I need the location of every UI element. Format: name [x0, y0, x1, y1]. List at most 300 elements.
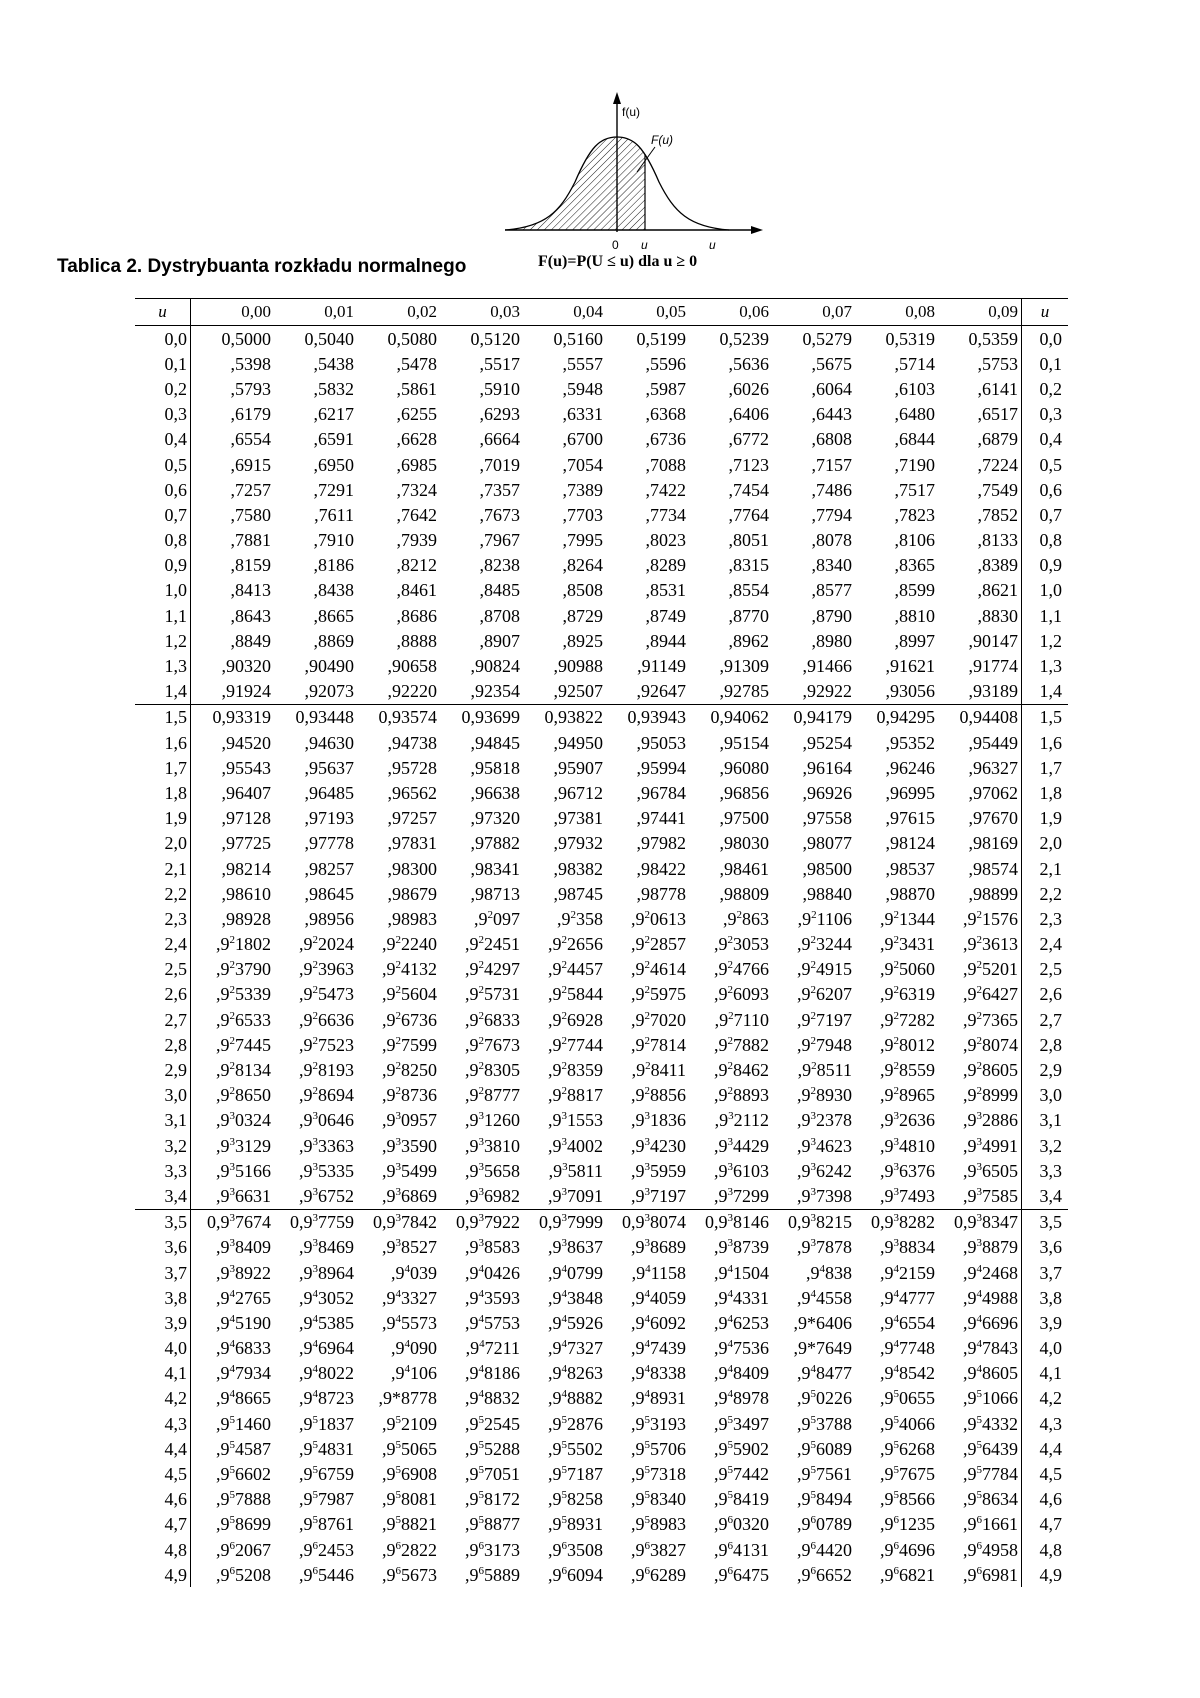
- table-cell: ,96638: [470, 782, 520, 803]
- row-u-right: 3,2: [1022, 1133, 1069, 1158]
- table-cell: ,6443: [811, 404, 852, 425]
- table-row: [135, 831, 1068, 856]
- table-cell: ,95818: [470, 757, 520, 778]
- row-u-right: 4,2: [1022, 1386, 1069, 1411]
- row-u-right: 2,5: [1022, 957, 1069, 982]
- table-cell: $,9^38922$: [216, 1262, 271, 1283]
- table-cell: $,9^46092$: [631, 1312, 686, 1333]
- table-cell: ,8461: [396, 580, 437, 601]
- table-cell: $,9^28250$: [382, 1060, 437, 1081]
- table-cell: $,9^28999$: [963, 1085, 1018, 1106]
- table-cell: $0,9^38347$: [938, 1209, 1022, 1235]
- table-cell: $,9^36376$: [880, 1160, 935, 1181]
- table-cell: $0,9^38146$: [689, 1209, 772, 1235]
- table-row: [135, 376, 1068, 401]
- table-cell: $,9^34230$: [631, 1135, 686, 1156]
- row-u-left: 0,4: [135, 427, 191, 452]
- table-cell: $,9^24614$: [631, 959, 686, 980]
- table-cell: ,6985: [396, 454, 437, 475]
- table-cell: ,8554: [728, 580, 769, 601]
- table-cell: $,9^43848$: [548, 1287, 603, 1308]
- row-u-left: 1,4: [135, 679, 191, 705]
- row-u-left: 2,6: [135, 982, 191, 1007]
- table-cell: ,92647: [636, 681, 686, 702]
- row-u-right: 4,7: [1022, 1512, 1069, 1537]
- table-row: [135, 1310, 1068, 1335]
- table-cell: ,98745: [553, 883, 603, 904]
- row-u-left: 1,3: [135, 653, 191, 678]
- table-cell: $,9^58419$: [714, 1489, 769, 1510]
- table-cell: $,9^23963$: [299, 959, 354, 980]
- table-row: [135, 1158, 1068, 1183]
- table-cell: $,9^64958$: [963, 1539, 1018, 1560]
- table-cell: ,98214: [221, 858, 271, 879]
- table-cell: ,8810: [894, 605, 935, 626]
- table-cell: ,6736: [645, 429, 686, 450]
- table-cell: ,8770: [728, 605, 769, 626]
- table-cell: ,6103: [894, 378, 935, 399]
- table-cell: $,9^42468$: [963, 1262, 1018, 1283]
- table-cell: $,9^66652$: [797, 1564, 852, 1585]
- table-cell: $,9^48542$: [880, 1363, 935, 1384]
- table-cell: ,5478: [396, 353, 437, 374]
- table-row: [135, 1361, 1068, 1386]
- table-cell: $,9^66821$: [880, 1564, 935, 1585]
- table-cell: ,94738: [387, 732, 437, 753]
- table-row: [135, 477, 1068, 502]
- table-cell: $,9^26207$: [797, 984, 852, 1005]
- row-u-right: 4,3: [1022, 1411, 1069, 1436]
- table-cell: $,9^27744$: [548, 1034, 603, 1055]
- row-u-right: 4,6: [1022, 1487, 1069, 1512]
- table-cell: ,8389: [977, 555, 1018, 576]
- table-cell: $,9^52545$: [465, 1413, 520, 1434]
- table-cell: ,98983: [387, 908, 437, 929]
- table-cell: $,9^35166$: [216, 1160, 271, 1181]
- table-cell: $,9^32636$: [880, 1110, 935, 1131]
- table-cell: ,5675: [811, 353, 852, 374]
- table-cell: ,7764: [728, 504, 769, 525]
- table-cell: $,9^55065$: [382, 1438, 437, 1459]
- table-cell: $,9^53788$: [797, 1413, 852, 1434]
- table-cell: ,6628: [396, 429, 437, 450]
- table-cell: ,5557: [562, 353, 603, 374]
- table-cell: $,9^27282$: [880, 1009, 935, 1030]
- table-cell: ,98341: [470, 858, 520, 879]
- table-cell: $,9^25604$: [382, 984, 437, 1005]
- row-u-left: 1,1: [135, 603, 191, 628]
- table-cell: $,9^52876$: [548, 1413, 603, 1434]
- table-cell: $,9^48665$: [216, 1388, 271, 1409]
- table-cell: $,9^63508$: [548, 1539, 603, 1560]
- row-u-left: 4,2: [135, 1386, 191, 1411]
- row-u-left: 3,3: [135, 1158, 191, 1183]
- table-cell: $,9^36982$: [465, 1185, 520, 1206]
- table-row: [135, 1285, 1068, 1310]
- table-cell: ,8289: [645, 555, 686, 576]
- table-cell: $,9^40426$: [465, 1262, 520, 1283]
- table-cell: ,8997: [894, 630, 935, 651]
- row-u-left: 4,5: [135, 1461, 191, 1486]
- table-cell: ,9*8778: [378, 1388, 437, 1409]
- table-cell: $,9^56439$: [963, 1438, 1018, 1459]
- table-cell: 0,5120: [470, 328, 520, 349]
- table-cell: $,9^55902$: [714, 1438, 769, 1459]
- table-cell: ,90320: [221, 656, 271, 677]
- table-cell: ,7357: [479, 479, 520, 500]
- table-cell: $,9^46964$: [299, 1338, 354, 1359]
- table-cell: ,8238: [479, 555, 520, 576]
- table-cell: ,6026: [728, 378, 769, 399]
- table-cell: ,5398: [230, 353, 271, 374]
- table-cell: $,9^62067$: [216, 1539, 271, 1560]
- table-cell: $,9^48605$: [963, 1363, 1018, 1384]
- table-cell: $,9^27599$: [382, 1034, 437, 1055]
- table-row: [135, 1209, 1068, 1235]
- table-cell: ,93189: [968, 681, 1018, 702]
- table-cell: $,9^28411$: [631, 1060, 686, 1081]
- table-row: [135, 1461, 1068, 1486]
- table-cell: ,6591: [313, 429, 354, 450]
- table-cell: ,92354: [470, 681, 520, 702]
- table-cell: $,9^37585$: [963, 1185, 1018, 1206]
- table-cell: $,9^28694$: [299, 1085, 354, 1106]
- table-cell: $,9^43327$: [382, 1287, 437, 1308]
- row-u-right: 0,2: [1022, 376, 1069, 401]
- table-cell: $,9^26636$: [299, 1009, 354, 1030]
- table-cell: ,7881: [230, 530, 271, 551]
- table-cell: $0,9^38282$: [855, 1209, 938, 1235]
- table-cell: ,98422: [636, 858, 686, 879]
- table-cell: $,9^35335$: [299, 1160, 354, 1181]
- table-cell: $,9^36505$: [963, 1160, 1018, 1181]
- table-cell: ,8264: [562, 555, 603, 576]
- table-cell: $,9^28965$: [880, 1085, 935, 1106]
- table-cell: ,98500: [802, 858, 852, 879]
- table-cell: ,97193: [304, 808, 354, 829]
- table-cell: ,7389: [562, 479, 603, 500]
- row-u-left: 1,2: [135, 628, 191, 653]
- row-u-left: 2,8: [135, 1032, 191, 1057]
- table-cell: $,9^4838$: [806, 1262, 852, 1283]
- table-cell: 0,94408: [938, 704, 1022, 730]
- row-u-right: 2,2: [1022, 881, 1069, 906]
- row-u-right: 0,3: [1022, 402, 1069, 427]
- column-header: 0,01: [274, 299, 357, 326]
- table-cell: $0,9^38074$: [606, 1209, 689, 1235]
- table-cell: ,5910: [479, 378, 520, 399]
- table-cell: ,6950: [313, 454, 354, 475]
- table-cell: $,9^45190$: [216, 1312, 271, 1333]
- table-cell: ,97982: [636, 833, 686, 854]
- row-u-right: 4,0: [1022, 1336, 1069, 1361]
- table-cell: $,9^48832$: [465, 1388, 520, 1409]
- table-cell: $,9^28193$: [299, 1060, 354, 1081]
- table-cell: ,97441: [636, 808, 686, 829]
- table-cell: ,8531: [645, 580, 686, 601]
- table-cell: $,9^65446$: [299, 1564, 354, 1585]
- table-row: [135, 1007, 1068, 1032]
- zero-label: 0: [612, 238, 619, 252]
- table-cell: ,6368: [645, 404, 686, 425]
- table-row: [135, 1235, 1068, 1260]
- table-cell: $,9^37197$: [631, 1185, 686, 1206]
- table-cell: ,6480: [894, 404, 935, 425]
- table-cell: $,9^38409$: [216, 1237, 271, 1258]
- table-cell: ,8365: [894, 555, 935, 576]
- table-cell: 0,93943: [606, 704, 689, 730]
- table-cell: $,9^64131$: [714, 1539, 769, 1560]
- row-u-right: 2,9: [1022, 1057, 1069, 1082]
- table-cell: ,7517: [894, 479, 935, 500]
- table-cell: $,9^50226$: [797, 1388, 852, 1409]
- table-cell: $,9^44988$: [963, 1287, 1018, 1308]
- table-cell: $,9^28559$: [880, 1060, 935, 1081]
- table-cell: ,97257: [387, 808, 437, 829]
- table-cell: $,9^58699$: [216, 1514, 271, 1535]
- table-cell: ,97320: [470, 808, 520, 829]
- table-cell: ,8944: [645, 630, 686, 651]
- column-header: 0,07: [772, 299, 855, 326]
- row-u-left: 2,1: [135, 856, 191, 881]
- table-cell: ,7580: [230, 504, 271, 525]
- table-cell: $,9^23613$: [963, 934, 1018, 955]
- table-cell: $,9^35811$: [548, 1160, 603, 1181]
- table-cell: $,9^31553$: [548, 1110, 603, 1131]
- table-cell: $,9^31260$: [465, 1110, 520, 1131]
- table-cell: ,8643: [230, 605, 271, 626]
- row-u-right: 3,1: [1022, 1108, 1069, 1133]
- table-cell: $,9^48978$: [714, 1388, 769, 1409]
- table-cell: ,8078: [811, 530, 852, 551]
- table-cell: $,9^25844$: [548, 984, 603, 1005]
- table-row: [135, 1336, 1068, 1361]
- table-cell: ,9*6406: [793, 1312, 852, 1333]
- table-row: [135, 780, 1068, 805]
- row-u-left: 1,0: [135, 578, 191, 603]
- table-cell: ,6808: [811, 429, 852, 450]
- table-cell: $,9^35658$: [465, 1160, 520, 1181]
- table-cell: $,9^48186$: [465, 1363, 520, 1384]
- table-cell: $,9^36631$: [216, 1185, 271, 1206]
- table-cell: $,9^57784$: [963, 1464, 1018, 1485]
- table-cell: $,9^66981$: [963, 1564, 1018, 1585]
- table-cell: ,98077: [802, 833, 852, 854]
- table-cell: 0,5319: [885, 328, 935, 349]
- table-cell: ,5636: [728, 353, 769, 374]
- table-cell: $,9^28650$: [216, 1085, 271, 1106]
- row-u-right: 4,9: [1022, 1562, 1069, 1587]
- table-cell: $,9^4090$: [391, 1338, 437, 1359]
- table-cell: 0,93574: [357, 704, 440, 730]
- table-cell: ,6517: [977, 404, 1018, 425]
- table-cell: ,6844: [894, 429, 935, 450]
- table-cell: 0,93822: [523, 704, 606, 730]
- table-cell: 0,93319: [191, 704, 275, 730]
- table-cell: $,9^50655$: [880, 1388, 935, 1409]
- row-u-right: 3,6: [1022, 1235, 1069, 1260]
- row-u-right: 3,0: [1022, 1083, 1069, 1108]
- table-cell: $,9^62822$: [382, 1539, 437, 1560]
- table-cell: ,8729: [562, 605, 603, 626]
- table-cell: $,9^26427$: [963, 984, 1018, 1005]
- page-title: Tablica 2. Dystrybuanta rozkładu normalnego: [57, 256, 467, 277]
- table-cell: ,7673: [479, 504, 520, 525]
- table-cell: ,91149: [637, 656, 686, 677]
- column-header: 0,05: [606, 299, 689, 326]
- table-cell: ,5948: [562, 378, 603, 399]
- table-cell: 0,94295: [855, 704, 938, 730]
- table-row: [135, 704, 1068, 730]
- table-cell: 0,5040: [304, 328, 354, 349]
- table-cell: ,96407: [221, 782, 271, 803]
- table-cell: 0,5080: [387, 328, 437, 349]
- table-cell: ,5832: [313, 378, 354, 399]
- row-u-right: 0,8: [1022, 528, 1069, 553]
- table-cell: ,7291: [313, 479, 354, 500]
- table-cell: ,7088: [645, 454, 686, 475]
- table-cell: ,98645: [304, 883, 354, 904]
- F-label: F(u): [651, 133, 673, 147]
- row-u-left: 3,4: [135, 1183, 191, 1209]
- table-cell: $,9^33810$: [465, 1135, 520, 1156]
- table-cell: $,9^47536$: [714, 1338, 769, 1359]
- table-cell: ,98928: [221, 908, 271, 929]
- table-cell: ,7734: [645, 504, 686, 525]
- table-cell: $,9^33129$: [216, 1135, 271, 1156]
- table-cell: ,96164: [802, 757, 852, 778]
- table-cell: $,9^55288$: [465, 1438, 520, 1459]
- table-cell: ,5438: [313, 353, 354, 374]
- table-cell: ,96080: [719, 757, 769, 778]
- table-cell: $,9^27445$: [216, 1034, 271, 1055]
- table-cell: $,9^2358$: [557, 908, 603, 929]
- table-cell: ,91774: [968, 656, 1018, 677]
- header-u-left: u: [135, 299, 191, 326]
- table-cell: 0,5359: [968, 328, 1018, 349]
- table-cell: ,7454: [728, 479, 769, 500]
- row-u-right: 3,3: [1022, 1158, 1069, 1183]
- table-cell: ,8159: [230, 555, 271, 576]
- table-cell: ,96712: [553, 782, 603, 803]
- table-cell: ,8106: [894, 530, 935, 551]
- row-u-left: 0,1: [135, 351, 191, 376]
- table-cell: $,9^62453$: [299, 1539, 354, 1560]
- table-cell: $,9^65673$: [382, 1564, 437, 1585]
- table-cell: ,90658: [387, 656, 437, 677]
- table-cell: $,9^24297$: [465, 959, 520, 980]
- table-cell: ,7157: [811, 454, 852, 475]
- table-cell: ,5517: [479, 353, 520, 374]
- f-label: f(u): [622, 105, 640, 119]
- table-cell: $,9^56759$: [299, 1464, 354, 1485]
- row-u-right: 1,6: [1022, 730, 1069, 755]
- row-u-right: 1,3: [1022, 653, 1069, 678]
- table-cell: ,98840: [802, 883, 852, 904]
- table-cell: $,9^28012$: [880, 1034, 935, 1055]
- table-cell: $,9^27523$: [299, 1034, 354, 1055]
- table-cell: $,9^38527$: [382, 1237, 437, 1258]
- table-cell: ,97882: [470, 833, 520, 854]
- table-cell: $,9^36242$: [797, 1160, 852, 1181]
- row-u-right: 2,0: [1022, 831, 1069, 856]
- table-header-row: [135, 299, 1068, 326]
- table-cell: $,9^61235$: [880, 1514, 935, 1535]
- table-cell: $,9^25201$: [963, 959, 1018, 980]
- table-cell: 0,5160: [553, 328, 603, 349]
- table-cell: ,8340: [811, 555, 852, 576]
- table-row: [135, 730, 1068, 755]
- table-row: [135, 1032, 1068, 1057]
- row-u-right: 4,4: [1022, 1436, 1069, 1461]
- table-cell: $,9^38583$: [465, 1237, 520, 1258]
- cdf-formula: F(u)=P(U ≤ u) dla u ≥ 0: [538, 253, 698, 270]
- table-cell: ,97615: [885, 808, 935, 829]
- table-row: [135, 452, 1068, 477]
- table-cell: $,9^27365$: [963, 1009, 1018, 1030]
- table-cell: ,98537: [885, 858, 935, 879]
- table-cell: ,91924: [221, 681, 271, 702]
- table-cell: ,8869: [313, 630, 354, 651]
- table-cell: 0,5199: [636, 328, 686, 349]
- table-cell: ,95053: [636, 732, 686, 753]
- row-u-left: 0,2: [135, 376, 191, 401]
- row-u-left: 4,0: [135, 1336, 191, 1361]
- table-cell: $,9^34429$: [714, 1135, 769, 1156]
- table-cell: $,9^37493$: [880, 1185, 935, 1206]
- table-cell: ,98461: [719, 858, 769, 879]
- row-u-right: 1,1: [1022, 603, 1069, 628]
- table-cell: $0,9^38215$: [772, 1209, 855, 1235]
- table-cell: $,9^26093$: [714, 984, 769, 1005]
- table-cell: $,9^28605$: [963, 1060, 1018, 1081]
- table-cell: ,8665: [313, 605, 354, 626]
- table-cell: ,5753: [977, 353, 1018, 374]
- table-cell: $,9^58983$: [631, 1514, 686, 1535]
- table-cell: ,6141: [977, 378, 1018, 399]
- table-cell: ,6293: [479, 404, 520, 425]
- table-cell: ,96485: [304, 782, 354, 803]
- table-cell: ,95254: [802, 732, 852, 753]
- table-cell: ,94630: [304, 732, 354, 753]
- table-cell: ,6915: [230, 454, 271, 475]
- table-cell: $,9^28074$: [963, 1034, 1018, 1055]
- table-cell: ,97500: [719, 808, 769, 829]
- row-u-right: 1,5: [1022, 704, 1069, 730]
- table-cell: ,8907: [479, 630, 520, 651]
- table-cell: $,9^54332$: [963, 1413, 1018, 1434]
- table-cell: $0,9^37842$: [357, 1209, 440, 1235]
- table-cell: ,92220: [387, 681, 437, 702]
- table-row: [135, 1512, 1068, 1537]
- table-cell: $,9^32378$: [797, 1110, 852, 1131]
- table-cell: ,97778: [304, 833, 354, 854]
- table-cell: ,92507: [553, 681, 603, 702]
- table-cell: $,9^21802$: [216, 934, 271, 955]
- row-u-left: 0,6: [135, 477, 191, 502]
- row-u-left: 3,7: [135, 1260, 191, 1285]
- axis-u-label: u: [709, 238, 716, 252]
- table-cell: ,6406: [728, 404, 769, 425]
- table-cell: $,9^22857$: [631, 934, 686, 955]
- table-cell: ,8888: [396, 630, 437, 651]
- table-cell: ,8485: [479, 580, 520, 601]
- table-cell: $,9^22240$: [382, 934, 437, 955]
- column-header: 0,02: [357, 299, 440, 326]
- table-cell: ,7852: [977, 504, 1018, 525]
- table-cell: $,9^64696$: [880, 1539, 935, 1560]
- table-cell: $,9^24132$: [382, 959, 437, 980]
